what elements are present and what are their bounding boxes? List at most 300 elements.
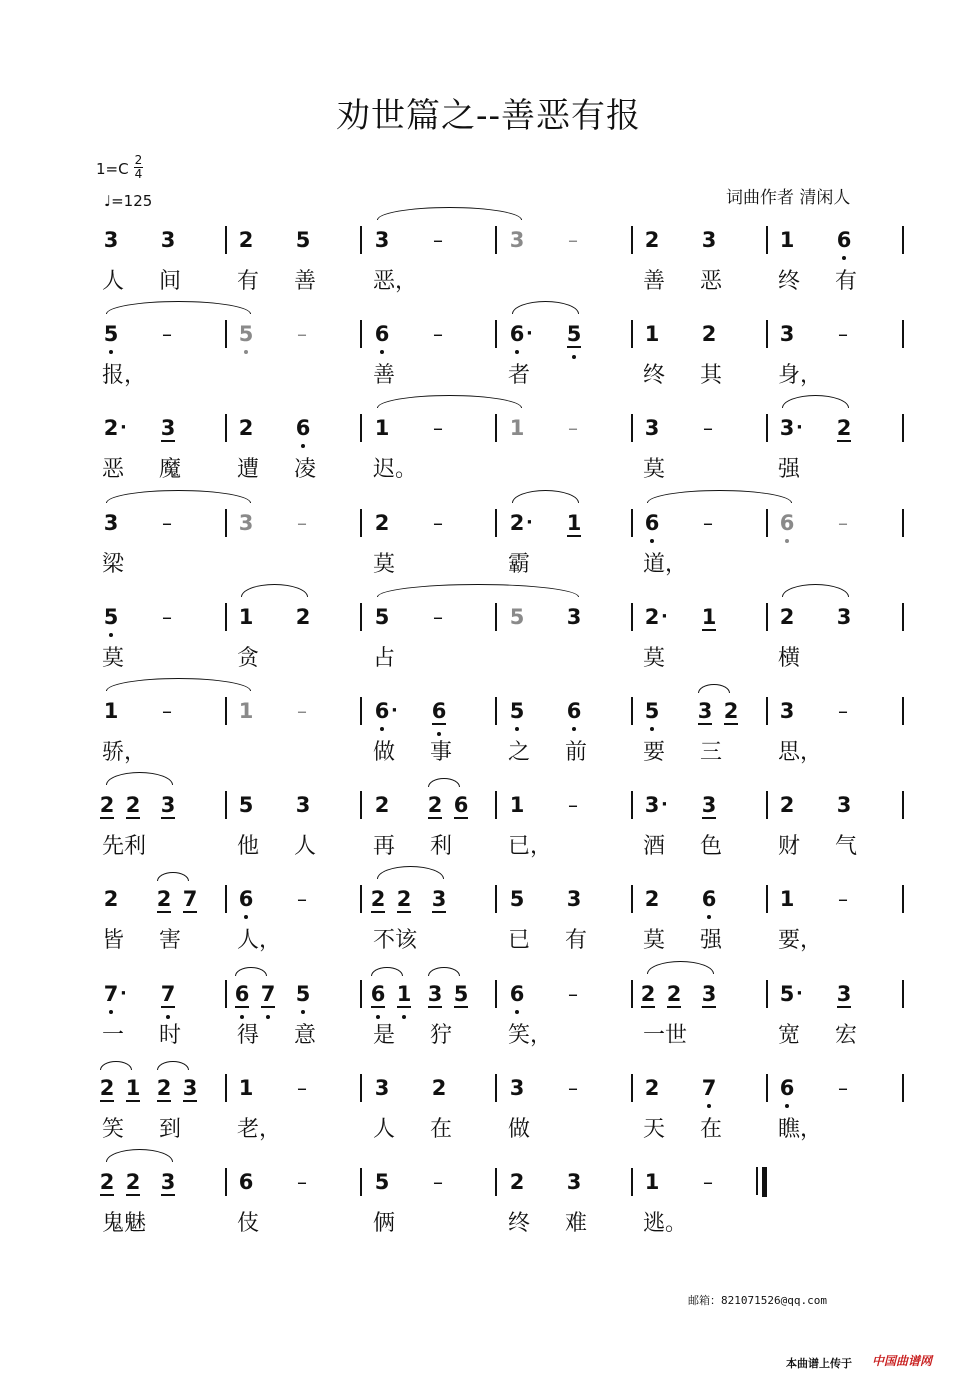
barline	[766, 320, 768, 348]
jianpu-note: 3	[644, 793, 660, 817]
barline	[225, 980, 227, 1008]
lyric-syllable: 三	[700, 740, 723, 765]
jianpu-note: 2	[644, 887, 660, 911]
augmentation-dot: ·	[661, 606, 668, 627]
barline	[495, 603, 497, 631]
barline	[360, 320, 362, 348]
octave-dot	[437, 732, 441, 736]
barline	[631, 791, 633, 819]
jianpu-note: 6	[373, 321, 391, 347]
lyric-syllable: 恶，	[373, 269, 418, 294]
slur-arc	[647, 490, 792, 503]
lyric-syllable: 已，	[508, 834, 553, 859]
slur-arc	[100, 1061, 132, 1070]
jianpu-note: 5	[453, 982, 469, 1006]
lyric-syllable: 善	[643, 269, 666, 294]
jianpu-note: 7	[159, 981, 177, 1007]
lyric-syllable: 莫	[643, 457, 666, 482]
barline	[360, 791, 362, 819]
lyric-syllable: 时	[159, 1023, 182, 1048]
jianpu-note: 3	[566, 1170, 582, 1194]
jianpu-note: 3	[431, 887, 447, 911]
sustain-dash: –	[297, 1170, 307, 1194]
barline	[902, 1074, 904, 1102]
jianpu-note: 5	[509, 605, 525, 629]
sustain-dash: –	[838, 887, 848, 911]
jianpu-note: 2	[644, 1076, 660, 1100]
sustain-dash: –	[433, 1170, 443, 1194]
jianpu-note: 3	[566, 887, 582, 911]
octave-dot	[515, 727, 519, 731]
octave-dot	[301, 444, 305, 448]
octave-dot	[842, 256, 846, 260]
sustain-dash: –	[297, 511, 307, 535]
sustain-dash: –	[297, 322, 307, 346]
jianpu-note: 6	[835, 227, 853, 253]
augmentation-dot: ·	[661, 794, 668, 815]
augmentation-dot: ·	[526, 512, 533, 533]
barline	[631, 1168, 633, 1196]
sustain-dash: –	[297, 1076, 307, 1100]
jianpu-note: 3	[697, 699, 713, 723]
lyric-syllable: 善	[294, 269, 317, 294]
octave-dot	[707, 915, 711, 919]
sustain-dash: –	[297, 699, 307, 723]
jianpu-note: 6	[643, 510, 661, 536]
sustain-dash: –	[838, 322, 848, 346]
barline	[225, 603, 227, 631]
barline	[631, 885, 633, 913]
barline	[225, 1074, 227, 1102]
sustain-dash: –	[568, 228, 578, 252]
sustain-dash: –	[297, 887, 307, 911]
lyric-syllable: 魔	[159, 457, 182, 482]
lyric-syllable: 人	[102, 269, 125, 294]
jianpu-note: 2	[779, 605, 795, 629]
barline	[631, 226, 633, 254]
key-signature: 1=C	[96, 160, 129, 178]
sustain-dash: –	[162, 322, 172, 346]
jianpu-note: 2	[644, 605, 660, 629]
jianpu-note: 2	[125, 1170, 141, 1194]
jianpu-note: 5	[294, 981, 312, 1007]
lyric-syllable: 道，	[643, 552, 688, 577]
lyric-syllable: 一	[102, 1023, 125, 1048]
jianpu-note: 1	[644, 1170, 660, 1194]
slur-arc	[377, 866, 444, 879]
lyric-syllable: 已	[508, 928, 531, 953]
jianpu-note: 6	[238, 1170, 254, 1194]
jianpu-note: 1	[125, 1076, 141, 1100]
underline-beam	[702, 817, 716, 819]
jianpu-note: 3	[374, 228, 390, 252]
lyric-syllable: 笑，	[508, 1023, 553, 1048]
jianpu-note: 2	[723, 699, 739, 723]
jianpu-note: 6	[453, 793, 469, 817]
lyric-syllable: 一世	[643, 1023, 688, 1048]
octave-dot	[380, 350, 384, 354]
lyric-syllable: 间	[159, 269, 182, 294]
jianpu-note: 5	[102, 321, 120, 347]
lyric-syllable: 鬼魅	[102, 1211, 147, 1236]
jianpu-note: 2	[640, 982, 656, 1006]
lyric-syllable: 利	[430, 834, 453, 859]
jianpu-note: 5	[565, 321, 583, 347]
barline	[495, 1168, 497, 1196]
lyric-syllable: 迟。	[373, 457, 418, 482]
jianpu-note: 6	[508, 981, 526, 1007]
slur-arc	[157, 872, 189, 881]
jianpu-note: 3	[836, 982, 852, 1006]
slur-arc	[782, 395, 849, 408]
octave-dot	[572, 355, 576, 359]
barline	[766, 414, 768, 442]
lyric-syllable: 前	[565, 740, 588, 765]
barline	[225, 320, 227, 348]
jianpu-note: 3	[160, 1170, 176, 1194]
time-signature-top: 2	[134, 153, 143, 167]
jianpu-note: 2	[370, 887, 386, 911]
barline	[495, 414, 497, 442]
slur-arc	[782, 584, 849, 597]
underline-beam	[432, 911, 446, 913]
jianpu-note: 2	[427, 793, 443, 817]
jianpu-note: 5	[102, 604, 120, 630]
underline-beam	[157, 1100, 171, 1102]
underline-beam	[183, 911, 197, 913]
lyric-syllable: 人	[294, 834, 317, 859]
lyric-syllable: 害	[159, 928, 182, 953]
slur-arc	[647, 961, 714, 974]
lyric-syllable: 要	[643, 740, 666, 765]
underline-beam	[100, 1100, 114, 1102]
jianpu-note: 1	[644, 322, 660, 346]
underline-beam	[397, 911, 411, 913]
jianpu-note: 3	[701, 793, 717, 817]
octave-dot	[650, 727, 654, 731]
underline-beam	[161, 817, 175, 819]
lyric-syllable: 强	[700, 928, 723, 953]
sustain-dash: –	[162, 605, 172, 629]
lyric-syllable: 其	[700, 363, 723, 388]
jianpu-note: 3	[160, 416, 176, 440]
jianpu-note: 2	[374, 793, 390, 817]
lyric-syllable: 善	[373, 363, 396, 388]
jianpu-note: 1	[701, 605, 717, 629]
lyric-syllable: 人，	[237, 928, 282, 953]
lyric-syllable: 有	[835, 269, 858, 294]
slur-arc	[428, 778, 460, 787]
email-line: 邮箱：821071526@qq.com	[688, 1294, 827, 1307]
lyric-syllable: 莫	[643, 928, 666, 953]
tempo-marking	[104, 192, 152, 210]
jianpu-note: 2	[836, 416, 852, 440]
jianpu-note: 2	[99, 1076, 115, 1100]
lyric-syllable: 有	[237, 269, 260, 294]
jianpu-note: 2	[779, 793, 795, 817]
augmentation-dot: ·	[796, 417, 803, 438]
jianpu-note: 2	[125, 793, 141, 817]
lyric-syllable: 色	[700, 834, 723, 859]
sustain-dash: –	[568, 793, 578, 817]
slur-arc	[157, 1061, 189, 1070]
lyric-syllable: 梁	[102, 552, 125, 577]
slur-arc	[106, 1149, 173, 1162]
upload-note: 本曲谱上传于	[786, 1357, 852, 1370]
augmentation-dot: ·	[391, 700, 398, 721]
barline	[225, 509, 227, 537]
underline-beam	[698, 723, 712, 725]
lyric-syllable: 做	[373, 740, 396, 765]
jianpu-note: 7	[259, 981, 277, 1007]
jianpu-note: 3	[779, 699, 795, 723]
barline	[495, 697, 497, 725]
sustain-dash: –	[568, 1076, 578, 1100]
lyric-syllable: 莫	[373, 552, 396, 577]
sustain-dash: –	[568, 416, 578, 440]
jianpu-note: 6	[778, 1075, 796, 1101]
barline	[225, 1168, 227, 1196]
jianpu-note: 2	[103, 887, 119, 911]
lyric-syllable: 是	[373, 1023, 396, 1048]
jianpu-note: 6	[237, 886, 255, 912]
slur-arc	[106, 772, 173, 785]
sustain-dash: –	[162, 699, 172, 723]
sustain-dash: –	[703, 1170, 713, 1194]
lyric-syllable: 宏	[835, 1023, 858, 1048]
barline	[766, 509, 768, 537]
jianpu-note: 6	[294, 415, 312, 441]
jianpu-note: 6	[233, 981, 251, 1007]
lyric-syllable: 狞	[430, 1023, 453, 1048]
jianpu-note: 2	[644, 228, 660, 252]
octave-dot	[109, 633, 113, 637]
lyric-syllable: 伎	[237, 1211, 260, 1236]
slur-arc	[512, 301, 579, 314]
jianpu-note: 3	[701, 228, 717, 252]
lyric-syllable: 要，	[778, 928, 823, 953]
lyric-syllable: 先利	[102, 834, 147, 859]
lyric-syllable: 难	[565, 1211, 588, 1236]
barline	[902, 603, 904, 631]
octave-dot	[109, 350, 113, 354]
tempo-value: =125	[111, 192, 153, 210]
lyric-syllable: 得	[237, 1023, 260, 1048]
underline-beam	[161, 1006, 175, 1008]
jianpu-note: 2	[156, 887, 172, 911]
octave-dot	[301, 1010, 305, 1014]
slur-arc	[428, 967, 460, 976]
octave-dot	[572, 727, 576, 731]
lyric-syllable: 身，	[778, 363, 823, 388]
barline	[225, 791, 227, 819]
barline	[902, 885, 904, 913]
barline	[902, 414, 904, 442]
jianpu-note: 2	[701, 322, 717, 346]
lyric-syllable: 气	[835, 834, 858, 859]
barline	[631, 697, 633, 725]
jianpu-note: 2	[431, 1076, 447, 1100]
jianpu-note: 5	[779, 982, 795, 1006]
lyric-syllable: 人	[373, 1117, 396, 1142]
slur-arc	[106, 678, 251, 691]
underline-beam	[428, 817, 442, 819]
barline	[766, 885, 768, 913]
slur-arc	[377, 584, 579, 597]
jianpu-note: 2	[509, 1170, 525, 1194]
octave-dot	[650, 539, 654, 543]
slur-arc	[512, 490, 579, 503]
barline	[360, 980, 362, 1008]
slur-arc	[241, 584, 308, 597]
lyric-syllable: 终	[508, 1211, 531, 1236]
jianpu-note: 6	[508, 321, 526, 347]
lyric-syllable: 霸	[508, 552, 531, 577]
barline	[631, 320, 633, 348]
barline	[495, 226, 497, 254]
jianpu-note: 3	[779, 416, 795, 440]
jianpu-note: 2	[509, 511, 525, 535]
underline-beam	[432, 723, 446, 725]
barline	[495, 791, 497, 819]
barline	[495, 980, 497, 1008]
composer-credit: 词曲作者 清闲人	[726, 188, 851, 208]
sustain-dash: –	[433, 605, 443, 629]
octave-dot	[402, 1015, 406, 1019]
barline	[766, 697, 768, 725]
underline-beam	[161, 1194, 175, 1196]
augmentation-dot: ·	[526, 323, 533, 344]
jianpu-note: 3	[160, 228, 176, 252]
underline-beam	[100, 817, 114, 819]
lyric-syllable: 占	[373, 646, 396, 671]
jianpu-note: 5	[374, 605, 390, 629]
barline	[631, 509, 633, 537]
jianpu-note: 5	[237, 321, 255, 347]
underline-beam	[371, 911, 385, 913]
jianpu-note: 3	[182, 1076, 198, 1100]
octave-dot	[266, 1015, 270, 1019]
lyric-syllable: 恶	[700, 269, 723, 294]
jianpu-note: 2	[374, 511, 390, 535]
sustain-dash: –	[433, 228, 443, 252]
underline-beam	[641, 1006, 655, 1008]
jianpu-note: 5	[374, 1170, 390, 1194]
barline	[766, 791, 768, 819]
jianpu-note: 1	[374, 416, 390, 440]
lyric-syllable: 之	[508, 740, 531, 765]
lyric-syllable: 凌	[294, 457, 317, 482]
barline	[360, 414, 362, 442]
lyric-syllable: 思，	[778, 740, 823, 765]
lyric-syllable: 遭	[237, 457, 260, 482]
jianpu-note: 2	[666, 982, 682, 1006]
slur-arc	[371, 967, 403, 976]
underline-beam	[837, 1006, 851, 1008]
octave-dot	[166, 1015, 170, 1019]
octave-dot	[515, 1010, 519, 1014]
jianpu-note: 2	[156, 1076, 172, 1100]
sustain-dash: –	[433, 511, 443, 535]
octave-dot	[515, 350, 519, 354]
octave-dot	[244, 350, 248, 354]
underline-beam	[183, 1100, 197, 1102]
jianpu-note: 1	[509, 416, 525, 440]
underline-beam	[454, 1006, 468, 1008]
jianpu-note: 5	[643, 698, 661, 724]
jianpu-note: 3	[103, 228, 119, 252]
jianpu-note: 3	[238, 511, 254, 535]
lyric-syllable: 有	[565, 928, 588, 953]
lyric-syllable: 横	[778, 646, 801, 671]
lyric-syllable: 在	[700, 1117, 723, 1142]
slur-arc	[698, 684, 730, 693]
barline	[766, 1074, 768, 1102]
jianpu-note: 2	[295, 605, 311, 629]
octave-dot	[244, 915, 248, 919]
lyric-syllable: 莫	[643, 646, 666, 671]
jianpu-note: 1	[509, 793, 525, 817]
jianpu-note: 3	[427, 982, 443, 1006]
lyric-syllable: 宽	[778, 1023, 801, 1048]
lyric-syllable: 莫	[102, 646, 125, 671]
jianpu-note: 1	[238, 699, 254, 723]
jianpu-note: 3	[644, 416, 660, 440]
lyric-syllable: 他	[237, 834, 260, 859]
lyric-syllable: 不该	[373, 928, 418, 953]
jianpu-note: 1	[779, 228, 795, 252]
barline	[902, 226, 904, 254]
underline-beam	[667, 1006, 681, 1008]
jianpu-note: 3	[836, 793, 852, 817]
lyric-syllable: 皆	[102, 928, 125, 953]
jianpu-note: 1	[238, 1076, 254, 1100]
jianpu-note: 2	[99, 1170, 115, 1194]
underline-beam	[161, 440, 175, 442]
jianpu-note: 5	[295, 228, 311, 252]
lyric-syllable: 笑	[102, 1117, 125, 1142]
jianpu-note: 6	[565, 698, 583, 724]
time-signature-bottom: 4	[134, 167, 143, 181]
jianpu-note: 3	[103, 511, 119, 535]
barline	[360, 1168, 362, 1196]
barline	[902, 697, 904, 725]
jianpu-note: 1	[779, 887, 795, 911]
jianpu-note: 5	[509, 887, 525, 911]
barline	[631, 603, 633, 631]
jianpu-note: 3	[566, 605, 582, 629]
lyric-syllable: 骄，	[102, 740, 147, 765]
lyric-syllable: 做	[508, 1117, 531, 1142]
octave-dot	[785, 539, 789, 543]
slur-arc	[235, 967, 267, 976]
lyric-syllable: 到	[159, 1117, 182, 1142]
sustain-dash: –	[703, 416, 713, 440]
underline-beam	[428, 1006, 442, 1008]
jianpu-note: 1	[566, 511, 582, 535]
lyric-syllable: 强	[778, 457, 801, 482]
lyric-syllable: 酒	[643, 834, 666, 859]
jianpu-note: 6	[369, 981, 387, 1007]
sustain-dash: –	[162, 511, 172, 535]
barline	[360, 885, 362, 913]
lyric-syllable: 再	[373, 834, 396, 859]
barline	[902, 320, 904, 348]
underline-beam	[261, 1006, 275, 1008]
sustain-dash: –	[433, 322, 443, 346]
jianpu-note: 6	[373, 698, 391, 724]
barline	[360, 603, 362, 631]
